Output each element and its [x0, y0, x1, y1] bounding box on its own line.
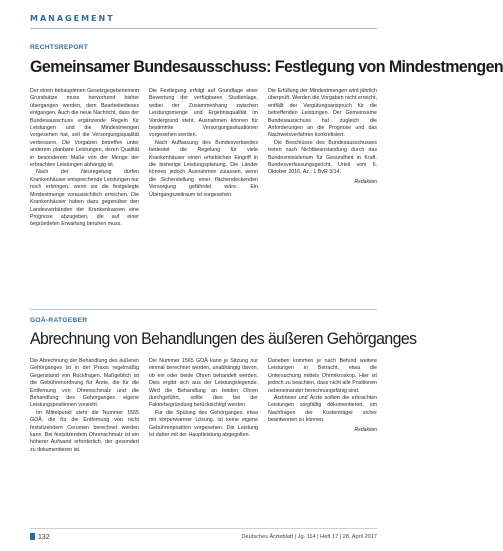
- section-label: MANAGEMENT: [30, 14, 115, 23]
- article2-title: Abrechnung von Behandlungen des äußeren Gehörganges: [30, 329, 417, 348]
- article1-title: Gemeinsamer Bundesausschuss: Festlegung von Mindestmengen: [30, 57, 503, 76]
- paragraph: Für die Spülung des Gehörganges, etwa mit körperwarmer Lösung, ist keine eigene Gebührenposition vorgesehen. Die Leistung ist daher mit der Hauptleistung abgegolten.: [149, 409, 258, 439]
- page-number: [30, 533, 50, 541]
- article1-signature: Redaktion: [354, 178, 377, 185]
- article2-column-3: [268, 358, 377, 521]
- article1-kicker: RECHTSREPORT: [30, 44, 89, 51]
- paragraph: Die Nummer 1565 GOÄ kann je Sitzung nur einmal berechnet werden, unabhängig davon, ob ein oder beide Ohren behandelt werden. Dies ergibt sich aus der Leistungslegende. Wird die Behandlung an beiden Ohren durchgeführt, sollte dies bei der Faktorbegründung berücksichtigt werden.: [149, 358, 258, 409]
- paragraph: Daneben kommen je nach Befund weitere Leistungen in Betracht, etwa die Untersuchung mittels Ohrmikroskop. Hier ist jedoch zu beachten, dass nicht alle Positionen nebeneinander berechnungsfähig sind.: [268, 358, 377, 394]
- footer-rule: [30, 528, 377, 529]
- page-number-text: 132: [38, 534, 50, 541]
- article2-column-2: [149, 358, 258, 521]
- paragraph: Der einen behauptenen Gesetzgegebeneinem Grundsätze muss hervorhend bisher übergangen werden, dem Bearbeitedieses entgangen. Auch die neue Nachricht, dass der Bundesausschuss ergänzende Regeln für Leistungen und die Mindestmengen vorgesehen hat, soll die Versorgungsqualität verbessern. Die Vorgaben betreffen unter anderem planbare Leistungen, deren Qualität in besonderem Maße von der Menge der erbrachten Leistungen abhängig ist.: [30, 88, 139, 169]
- article1-column-2: [149, 88, 258, 302]
- article2-body: [30, 358, 377, 521]
- page-marker-icon: [30, 533, 35, 540]
- article2-kicker: GOÄ-RATGEBER: [30, 317, 88, 324]
- paragraph: Die Abrechnung der Behandlung des äußeren Gehörganges ist in der Praxis regelmäßig Gegenstand von Rückfragen. Maßgeblich ist die Gebührenordnung für Ärzte, die für die Entfernung von Ohrenschmalz und die Behandlung des Gehörganges eigene Leistungspositionen vorsieht.: [30, 358, 139, 409]
- article1-column-3: [268, 88, 377, 302]
- paragraph: Die Erfüllung der Mindestmengen wird jährlich überprüft. Werden die Vorgaben nicht erreicht, entfällt der Vergütungsanspruch für die betreffenden Leistungen. Der Gemeinsame Bundesausschuss hat zugleich die Anforderungen an die Prognose und das Nachweisverfahren konkretisiert.: [268, 88, 377, 139]
- journal-citation: Deutsches Ärzteblatt | Jg. 114 | Heft 17 | 28. April 2017: [241, 534, 377, 540]
- paragraph: Nach Auffassung des Bundesverbandes bedeutet die Regelung für viele Krankenhäuser einen erheblichen Eingriff in die bisherige Leistungsplanung. Die Länder können jedoch Ausnahmen zulassen, wenn die Sicherstellung einer flächendeckenden Versorgung gefährdet wäre. Ein Übergangszeitraum ist vorgesehen.: [149, 139, 258, 198]
- paragraph: Ärztinnen und Ärzte sollten die erbrachten Leistungen sorgfältig dokumentieren, um Nachfragen der Kostenträger sicher beantworten zu können.: [268, 395, 377, 424]
- paragraph: Die Festlegung erfolgt auf Grundlage einer Bewertung der verfügbaren Studienlage, wobei der Zusammenhang zwischen Leistungsmenge und Ergebnisqualität im Vordergrund steht. Ausnahmen können für bestimmte Versorgungssituationen vorgesehen werden.: [149, 88, 258, 139]
- article2-signature: Redaktion: [354, 426, 377, 433]
- paragraph: Im Mittelpunkt steht die Nummer 1565 GOÄ, die für die Entfernung von nicht festsitzendem Cerumen berechnet werden kann. Bei festsitzendem Ohrenschmalz ist ein höherer Aufwand erforderlich, der gesondert zu dokumentieren ist.: [30, 409, 139, 453]
- paragraph: Die Beschlüsse des Bundesausschusses treten nach Nichtbeanstandung durch das Bundesministerium für Gesundheit in Kraft. Bundesverfassungsgericht, Urteil vom 6. Oktober 2016, Az.: 1 BvR 3/14.: [268, 139, 377, 176]
- article-divider: [30, 309, 377, 310]
- header-rule: [30, 28, 377, 29]
- article1-column-1: [30, 88, 139, 302]
- article2-column-1: [30, 358, 139, 521]
- paragraph: Nach der Neuregelung dürfen Krankenhäuser entsprechende Leistungen nur noch erbringen, wenn sie die festgelegte Mindestmenge voraussichtlich erreichen. Die Krankenhäuser haben dazu gegenüber den Landesverbänden der Krankenkassen eine Prognose abzugeben, die auf einer begründeten Erwartung beruhen muss.: [30, 169, 139, 228]
- article1-body: [30, 88, 377, 302]
